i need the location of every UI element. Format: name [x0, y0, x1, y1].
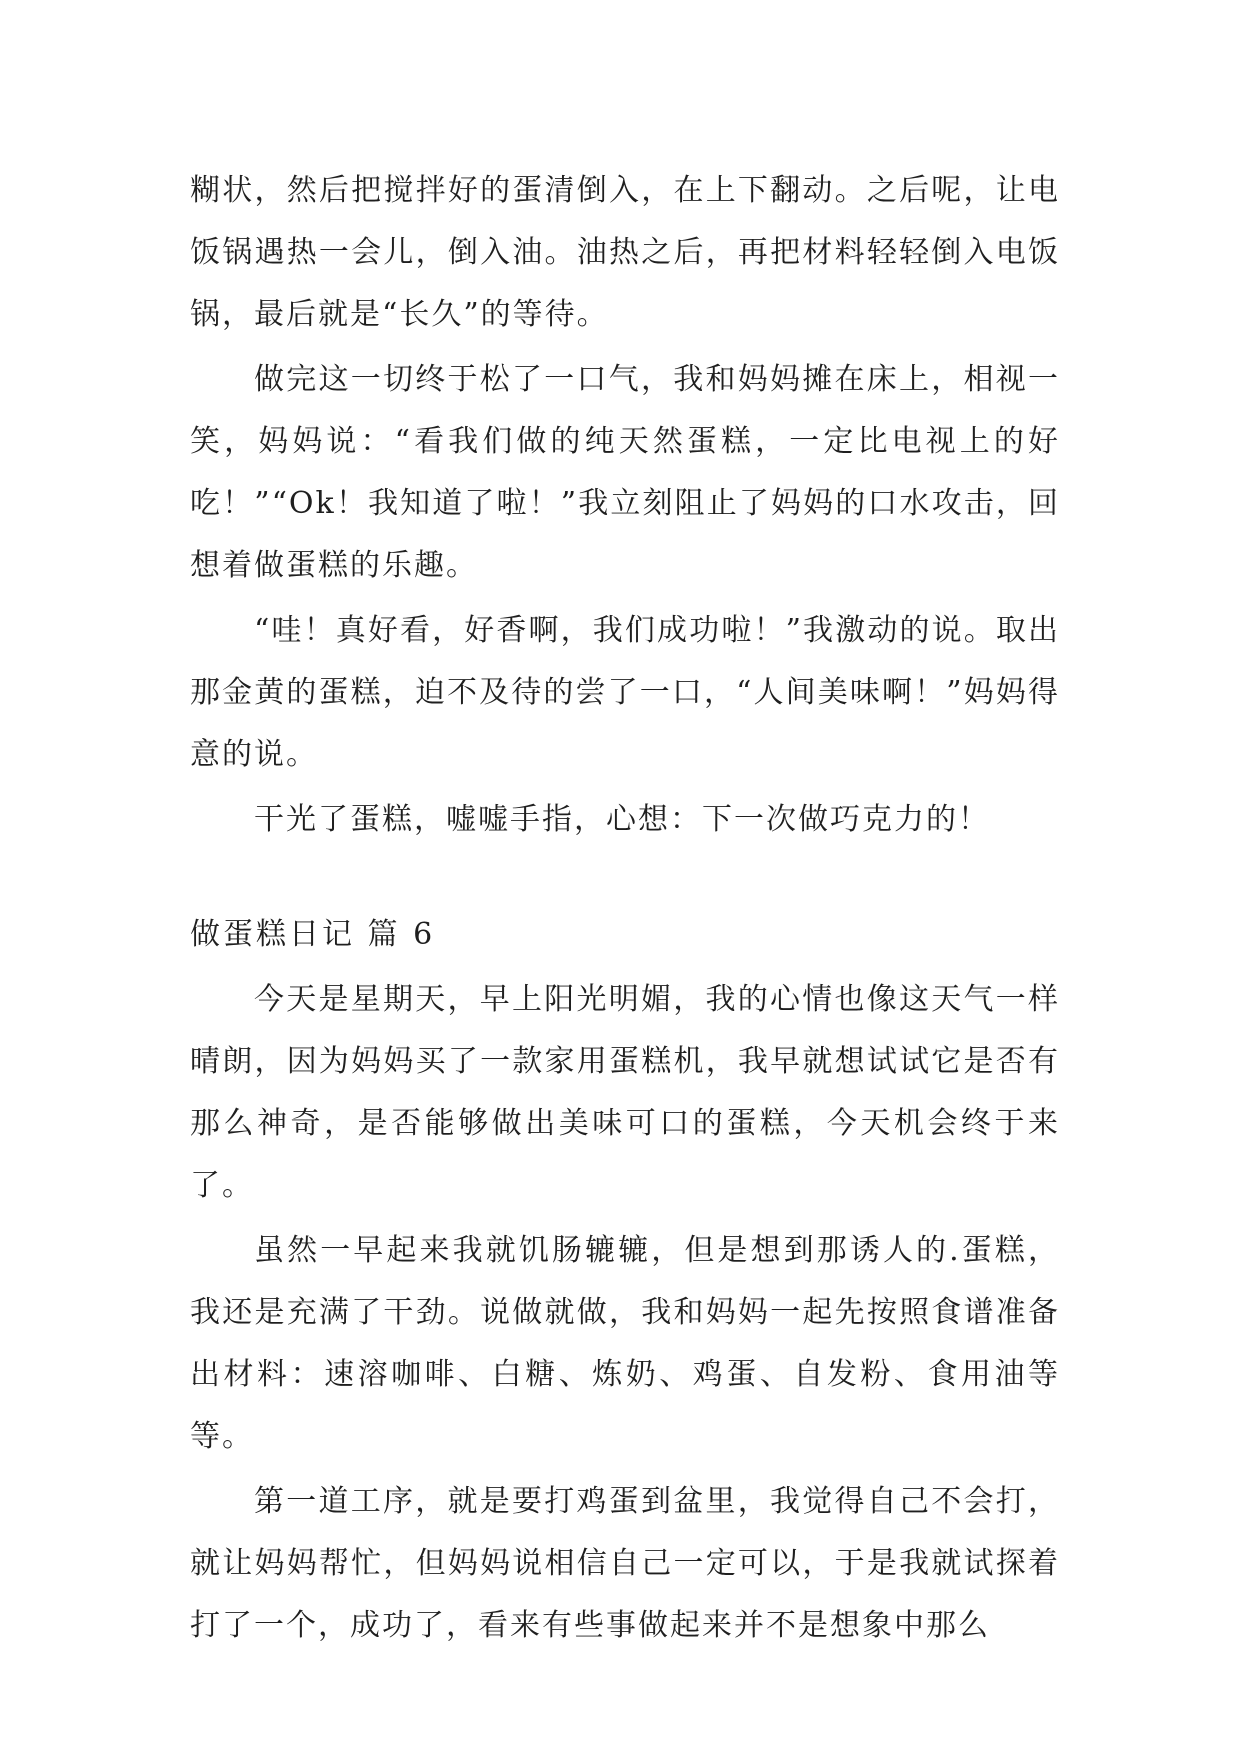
- document-body: [190, 160, 1060, 1660]
- paragraph-6: 虽然一早起来我就饥肠辘辘，但是想到那诱人的.蛋糕，我还是充满了干劲。说做就做，我和妈妈一起先按照食谱准备出材料：速溶咖啡、白糖、炼奶、鸡蛋、自发粉、食用油等等。: [190, 1233, 1060, 1454]
- paragraph-1: 糊状，然后把搅拌好的蛋清倒入，在上下翻动。之后呢，让电饭锅遇热一会儿，倒入油。油热之后，再把材料轻轻倒入电饭锅，最后就是“长久”的等待。: [190, 173, 1060, 332]
- section-title: 做蛋糕日记 篇 6: [190, 917, 436, 952]
- paragraph-5: 今天是星期天，早上阳光明媚，我的心情也像这天气一样晴朗，因为妈妈买了一款家用蛋糕机，我早就想试试它是否有那么神奇，是否能够做出美味可口的蛋糕，今天机会终于来了。: [190, 982, 1060, 1203]
- paragraph-3: “哇！真好看，好香啊，我们成功啦！”我激动的说。取出那金黄的蛋糕，迫不及待的尝了一口，“人间美味啊！”妈妈得意的说。: [190, 613, 1060, 772]
- paragraph-2: 做完这一切终于松了一口气，我和妈妈摊在床上，相视一笑，妈妈说：“看我们做的纯天然蛋糕，一定比电视上的好吃！”“Ok！我知道了啦！”我立刻阻止了妈妈的口水攻击，回想着做蛋糕的乐趣。: [190, 362, 1060, 583]
- paragraph-7: 第一道工序，就是要打鸡蛋到盆里，我觉得自己不会打，就让妈妈帮忙，但妈妈说相信自己一定可以，于是我就试探着打了一个，成功了，看来有些事做起来并不是想象中那么: [190, 1484, 1060, 1643]
- paragraph-4: 干光了蛋糕，嘘嘘手指，心想：下一次做巧克力的！: [254, 802, 990, 837]
- section-spacer: [190, 854, 1060, 904]
